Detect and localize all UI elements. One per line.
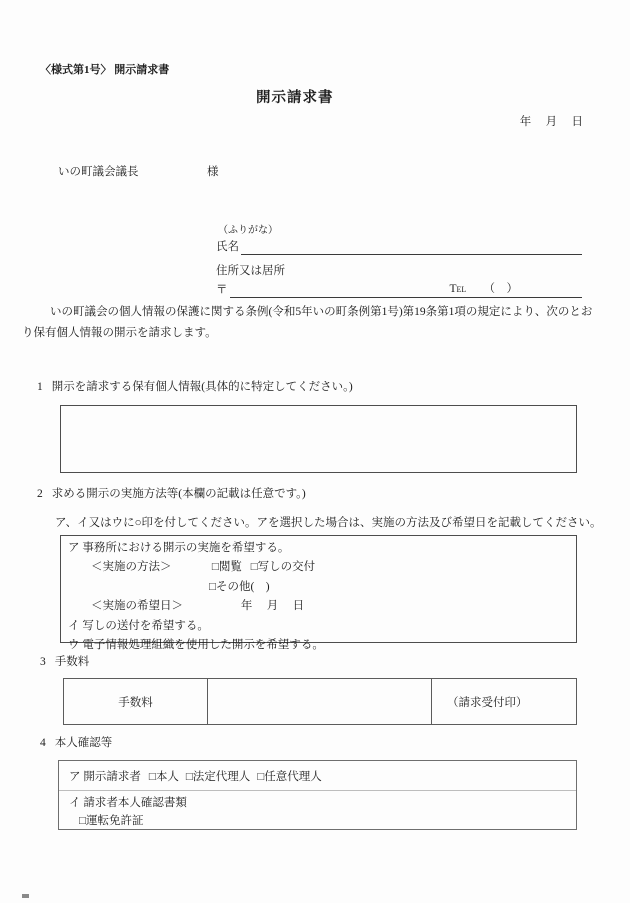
postal-mark: 〒 — [216, 284, 228, 296]
requester-type-row — [59, 761, 576, 791]
option-a-row — [68, 539, 576, 558]
requester-legal-agent-checkbox: □法定代理人 — [185, 770, 251, 783]
intro-paragraph: いの町議会の個人情報の保護に関する条例(令和5年いの町条例第1号)第19条第1項の規定により、次のとおり保有個人情報の開示を請求します。 — [22, 306, 593, 339]
form-number-label: 〈様式第1号〉 開示請求書 — [40, 64, 170, 76]
page-title: 開示請求書 — [256, 90, 334, 106]
postal-tel-row — [216, 282, 582, 298]
address-label: 住所又は居所 — [216, 265, 285, 277]
section4-title: 本人確認等 — [54, 737, 113, 749]
requester-voluntary-agent-checkbox: □任意代理人 — [257, 770, 322, 783]
section4-number: 4 — [40, 737, 46, 749]
section2-heading — [37, 486, 306, 502]
method-option-copy-checkbox: □写しの交付 — [250, 561, 316, 574]
method-label: ＜実施の方法＞ — [91, 561, 172, 574]
requester-type-label: ア 開示請求者 — [69, 770, 141, 783]
option-a-label: ア 事務所における開示の実施を希望する。 — [68, 542, 290, 554]
option-i-label: イ 写しの送付を希望する。 — [68, 619, 209, 632]
page-edge-artifact — [22, 894, 29, 898]
section1-number: 1 — [37, 381, 43, 393]
name-input-line — [241, 239, 582, 255]
requested-info-box — [60, 405, 577, 473]
section3-number: 3 — [40, 656, 46, 668]
desired-date-row — [68, 597, 576, 616]
postal-input-line — [230, 282, 583, 298]
method-row — [68, 558, 576, 577]
method-other-row — [68, 578, 576, 597]
disclosure-method-box — [60, 535, 577, 652]
receipt-stamp-label: （請求受付印） — [447, 696, 528, 709]
name-label: 氏名 — [216, 241, 239, 253]
section4-heading — [40, 735, 112, 751]
method-option-view-checkbox: □閲覧 — [211, 561, 242, 574]
tel-paren: （ ） — [483, 283, 518, 295]
tel-label: Tel — [449, 283, 467, 295]
furigana-label: （ふりがな） — [218, 225, 278, 236]
name-field-row — [216, 239, 582, 255]
option-u-label: ウ 電子情報処理組織を使用した開示を希望する。 — [68, 639, 324, 652]
option-i-row — [68, 617, 576, 636]
desired-date-label: ＜実施の希望日＞ — [91, 600, 183, 613]
desired-date-value: 年 月 日 — [240, 600, 305, 613]
drivers-license-checkbox: □運転免許証 — [79, 815, 144, 827]
section2-number: 2 — [37, 488, 43, 500]
fee-label-cell — [64, 679, 208, 724]
addressee-honorific: 様 — [207, 166, 219, 178]
fee-value-cell — [208, 679, 432, 724]
method-option-other-checkbox: □その他( ) — [209, 580, 270, 593]
section1-title: 開示を請求する保有個人情報(具体的に特定してください。) — [51, 381, 353, 393]
option-u-row — [68, 636, 576, 655]
identity-documents-row — [59, 791, 576, 830]
section3-title: 手数料 — [54, 656, 90, 668]
identity-documents-label: イ 請求者本人確認書類 — [69, 797, 187, 809]
addressee: いの町議会議長 — [58, 166, 139, 178]
requester-self-checkbox: □本人 — [148, 770, 179, 783]
identity-verification-box — [58, 760, 577, 830]
fee-table — [63, 678, 577, 725]
section1-heading — [37, 379, 353, 395]
fee-label: 手数料 — [118, 696, 153, 709]
section2-title: 求める開示の実施方法等(本欄の記載は任意です。) — [51, 488, 306, 500]
receipt-stamp-cell — [432, 679, 576, 724]
date-line: 年 月 日 — [519, 116, 583, 128]
section3-heading — [40, 654, 89, 670]
section2-instruction: ア、イ又はウに○印を付してください。アを選択した場合は、実施の方法及び希望日を記載してください。 — [55, 517, 602, 529]
